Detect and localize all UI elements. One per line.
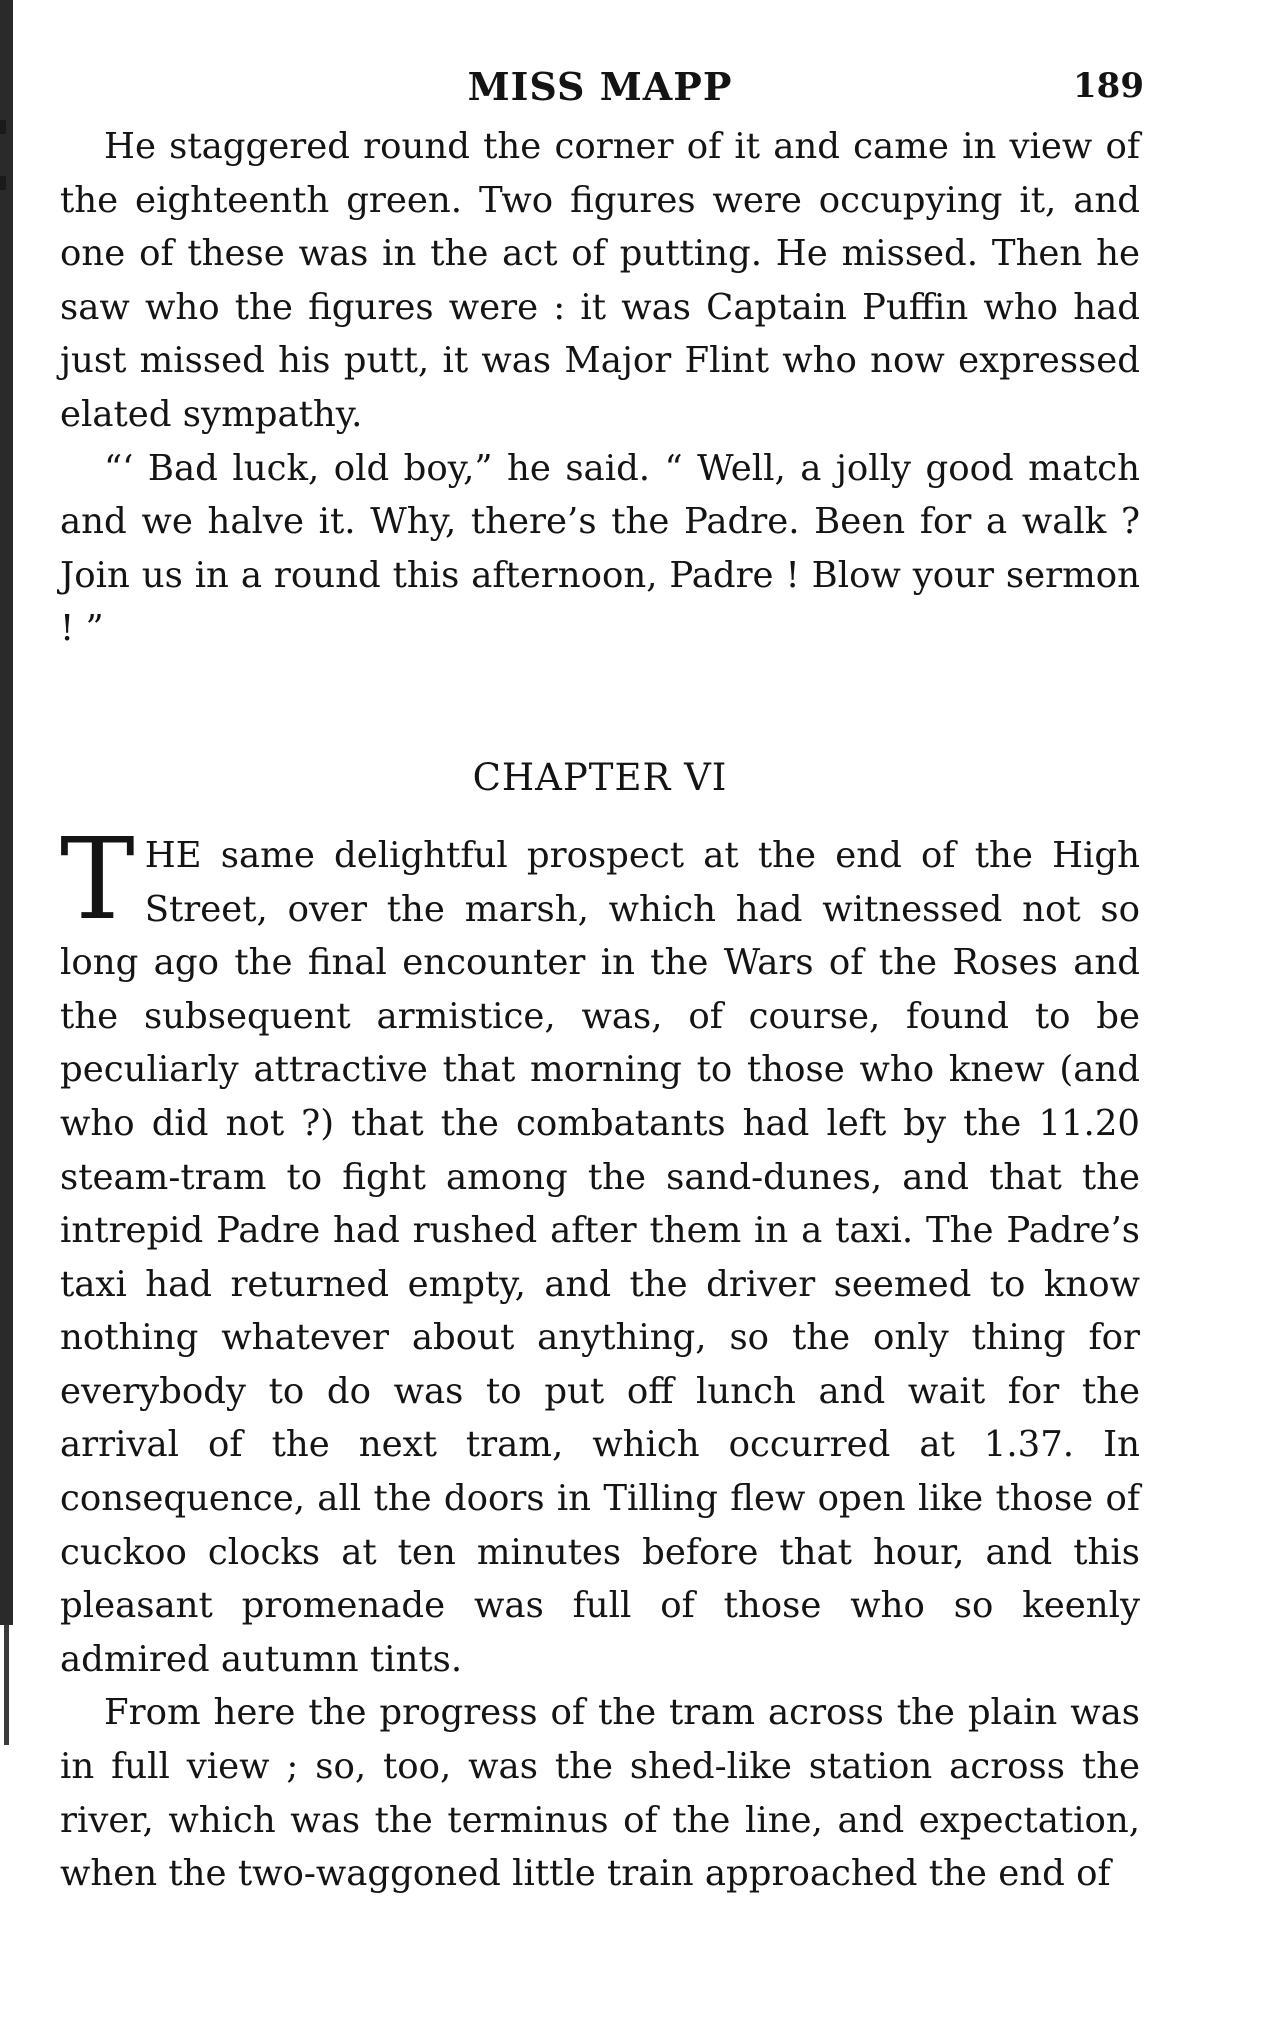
- page-number: 189: [1073, 66, 1144, 106]
- page-binding-edge-tail: [4, 1625, 9, 1745]
- body-paragraph: From here the progress of the tram across the plain was in full view ; so, too, was the shed-like station across the river, which was the terminus of the line, and expectation, when the two-waggoned little train approached the end of: [60, 1692, 1140, 1895]
- chapter-paragraph: [60, 814, 1140, 1687]
- running-header: [60, 60, 1144, 120]
- chapter-opening-paragraph: [60, 814, 1140, 1687]
- drop-cap: T: [60, 814, 135, 945]
- chapter-heading: CHAPTER VI: [472, 755, 728, 799]
- binding-mark: [0, 120, 6, 134]
- chapter-paragraph-text: HE same delightful prospect at the end of the High Street, over the marsh, which had witnessed not so long ago the final encounter in the Wars of the Roses and the subsequent armistice, was, of course, found to be peculiarly attractive that morning to those who knew (and who did not ?) that the combatants had left by the 11.20 steam-tram to fight among the sand-dunes, and that the intrepid Padre had rushed after them in a taxi. The Padre’s taxi had returned empty, and the driver seemed to know nothing whatever about anything, so the only thing for everybody to do was to put off lunch and wait for the arrival of the next tram, which occurred at 1.37. In consequence, all the doors in Tilling flew open like those of cuckoo clocks at ten minutes before that hour, and this pleasant promenade was full of those who so keenly admired autumn tints.: [60, 834, 1140, 1680]
- running-title: MISS MAPP: [467, 64, 733, 109]
- page-binding-edge: [0, 0, 13, 1625]
- body-paragraph: “‘ Bad luck, old boy,” he said. “ Well, a jolly good match and we halve it. Why, there’s the Padre. Been for a walk ? Join us in a round this afternoon, Padre ! Blow your sermon ! ”: [60, 447, 1140, 650]
- body-paragraph: He staggered round the corner of it and came in view of the eighteenth green. Two figures were occupying it, and one of these was in the act of putting. He missed. Then he saw who the figures were : it was Captain Puffin who had just missed his putt, it was Major Flint who now expressed elated sympathy.: [60, 126, 1140, 435]
- binding-mark: [0, 176, 6, 190]
- book-page: [60, 60, 1144, 1901]
